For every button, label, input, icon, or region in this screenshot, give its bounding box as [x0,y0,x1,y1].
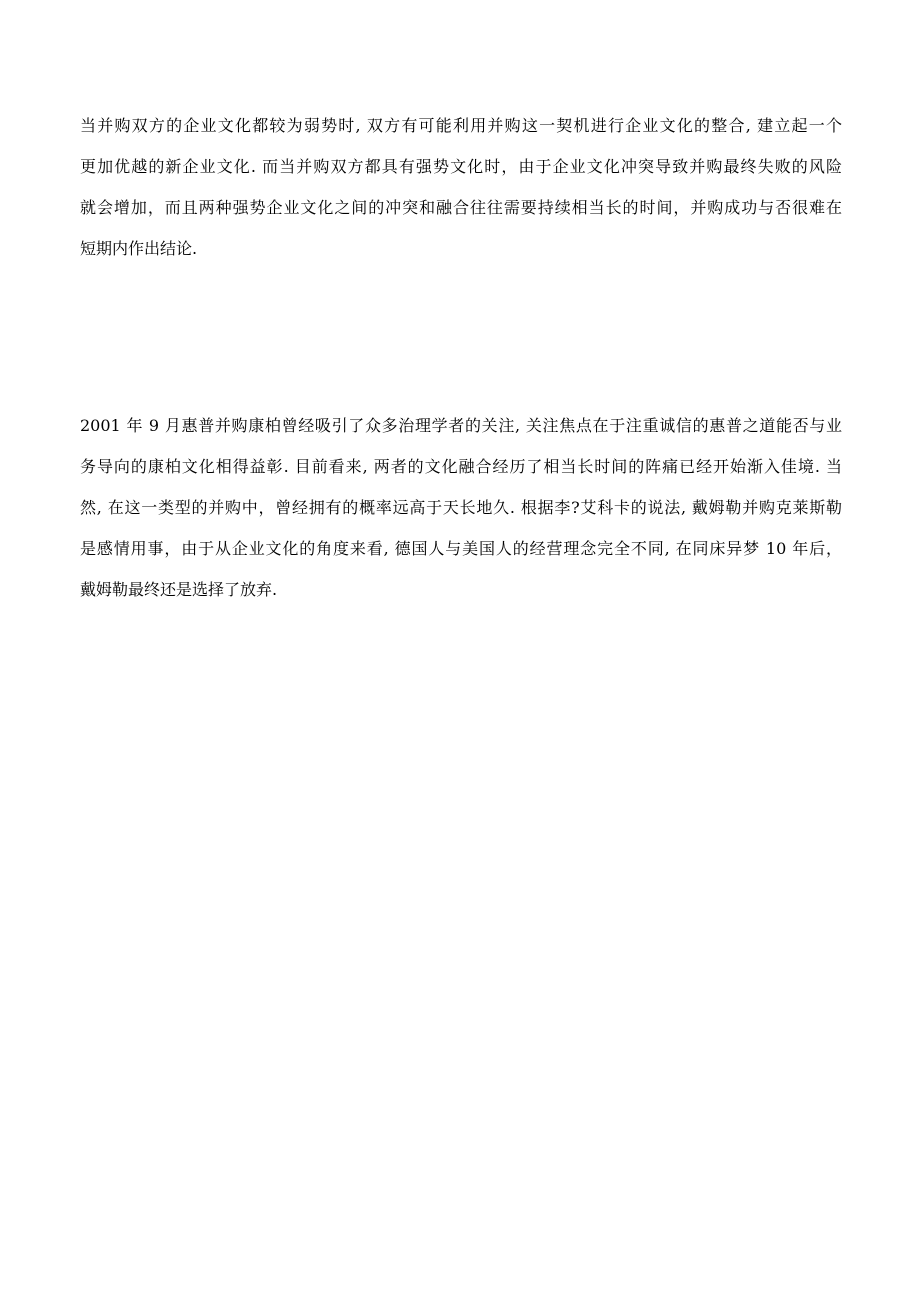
text-line: 是感情用事，由于从企业文化的角度来看, 德国人与美国人的经营理念完全不同, 在同床异梦 10 年后， [80,539,842,558]
text-line: 然, 在这一类型的并购中，曾经拥有的概率远高于天长地久. 根据李?艾科卡的说法, 戴姆勒并购克莱斯勒 [80,498,842,517]
text-line: 短期内作出结论. [80,239,198,258]
paragraph-merger-culture-integration [80,105,842,269]
text-line: 2001 年 9 月惠普并购康柏曾经吸引了众多治理学者的关注, 关注焦点在于注重诚信的惠普之道能否与业 [80,416,842,435]
text-line: 更加优越的新企业文化. 而当并购双方都具有强势文化时，由于企业文化冲突导致并购最终失败的风险 [80,157,842,176]
text-line: 就会增加，而且两种强势企业文化之间的冲突和融合往往需要持续相当长的时间，并购成功与否很难在 [80,198,842,217]
text-line: 戴姆勒最终还是选择了放弃. [80,580,278,599]
text-line: 当并购双方的企业文化都较为弱势时, 双方有可能利用并购这一契机进行企业文化的整合, 建立起一个 [80,116,842,135]
text-line: 务导向的康柏文化相得益彰. 目前看来, 两者的文化融合经历了相当长时间的阵痛已经开始渐入佳境. 当 [80,457,842,476]
paragraph-hp-compaq-example [80,405,842,610]
